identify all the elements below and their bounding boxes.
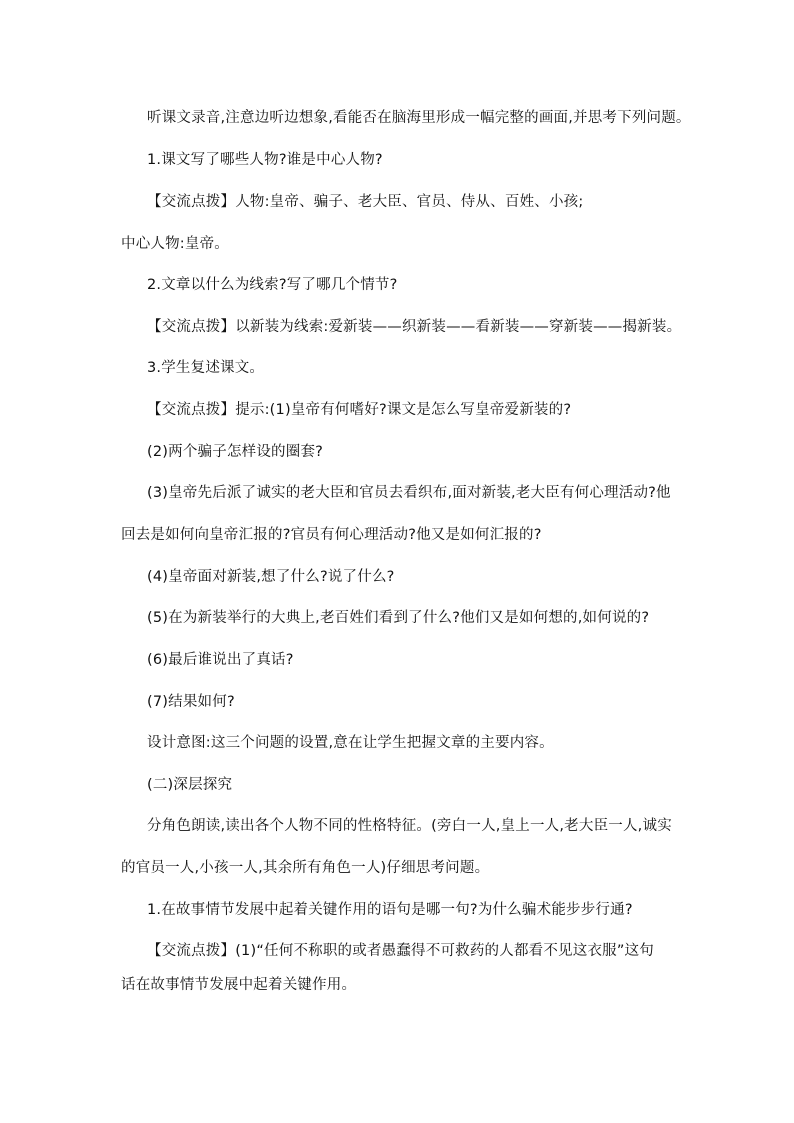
hint-3: (3)皇帝先后派了诚实的老大臣和官员去看织布,面对新装,老大臣有何心理活动?他 bbox=[147, 485, 671, 501]
hint-5: (5)在为新装举行的大典上,老百姓们看到了什么?他们又是如何想的,如何说的? bbox=[147, 610, 650, 626]
paragraph-intro: 听课文录音,注意边听边想象,看能否在脑海里形成一幅完整的画面,并思考下列问题。 bbox=[147, 110, 691, 126]
deep-question-1: 1.在故事情节发展中起着关键作用的语句是哪一句?为什么骗术能步步行通? bbox=[147, 902, 633, 918]
deep-answer-1: 【交流点拨】(1)“任何不称职的或者愚蠢得不可救药的人都看不见这衣服”这句 bbox=[147, 943, 654, 959]
hint-2: (2)两个骗子怎样设的圈套? bbox=[147, 444, 324, 460]
section-heading: (二)深层探究 bbox=[147, 777, 233, 793]
role-reading-cont: 的官员一人,小孩一人,其余所有角色一人)仔细思考问题。 bbox=[121, 860, 490, 876]
design-intent: 设计意图:这三个问题的设置,意在让学生把握文章的主要内容。 bbox=[147, 735, 554, 751]
hint-3-cont: 回去是如何向皇帝汇报的?官员有何心理活动?他又是如何汇报的? bbox=[121, 527, 542, 543]
question-2: 2.文章以什么为线索?写了哪几个情节? bbox=[147, 277, 398, 293]
question-3: 3.学生复述课文。 bbox=[147, 360, 265, 376]
answer-1-cont: 中心人物:皇帝。 bbox=[121, 236, 229, 252]
answer-3: 【交流点拨】提示:(1)皇帝有何嗜好?课文是怎么写皇帝爱新装的? bbox=[147, 402, 572, 418]
hint-7: (7)结果如何? bbox=[147, 694, 235, 710]
answer-2: 【交流点拨】以新装为线索:爱新装——织新装——看新装——穿新装——揭新装。 bbox=[147, 319, 682, 335]
deep-answer-1-cont: 话在故事情节发展中起着关键作用。 bbox=[121, 977, 357, 993]
question-1: 1.课文写了哪些人物?谁是中心人物? bbox=[147, 152, 383, 168]
hint-6: (6)最后谁说出了真话? bbox=[147, 652, 294, 668]
hint-4: (4)皇帝面对新装,想了什么?说了什么? bbox=[147, 569, 395, 585]
role-reading: 分角色朗读,读出各个人物不同的性格特征。(旁白一人,皇上一人,老大臣一人,诚实 bbox=[147, 818, 672, 834]
answer-1: 【交流点拨】人物:皇帝、骗子、老大臣、官员、侍从、百姓、小孩; bbox=[147, 194, 584, 210]
